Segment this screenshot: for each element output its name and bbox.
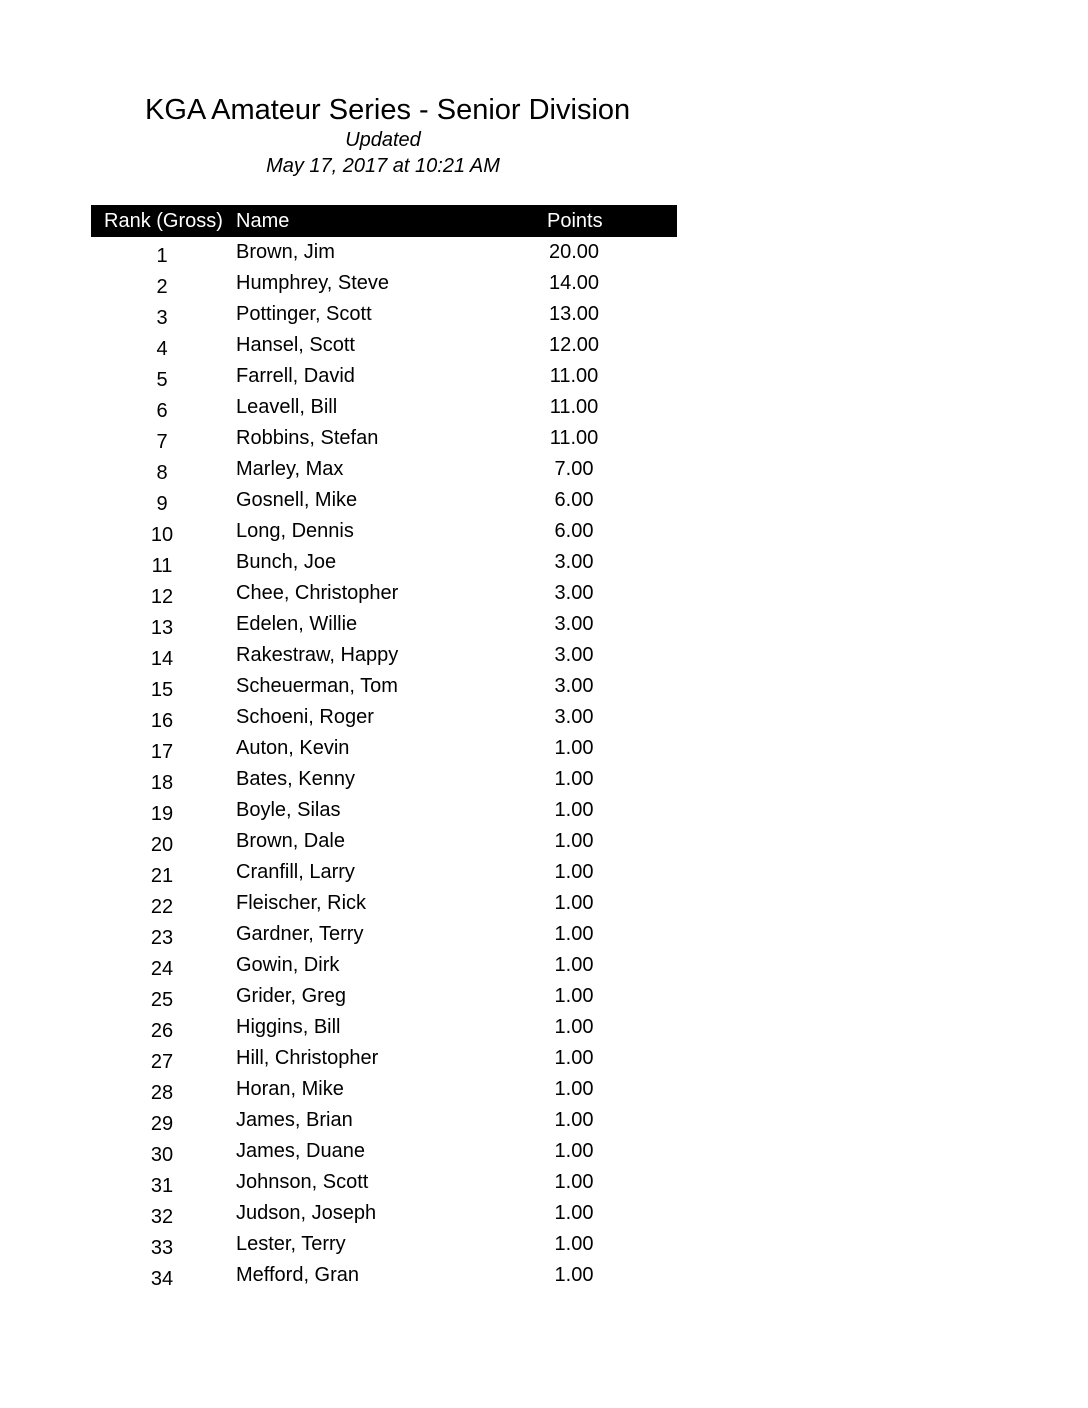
name-cell: Edelen, Willie (236, 613, 358, 635)
points-cell: 1.00 (554, 737, 594, 759)
table-row (91, 237, 677, 268)
rank-cell: 8 (156, 462, 168, 484)
name-cell: Schoeni, Roger (236, 706, 374, 728)
points-cell: 3.00 (554, 551, 594, 573)
rank-cell: 18 (150, 772, 174, 794)
points-cell: 1.00 (554, 830, 594, 852)
table-row (91, 919, 677, 950)
rank-cell: 34 (150, 1268, 174, 1290)
points-cell: 1.00 (554, 985, 594, 1007)
points-cell: 3.00 (554, 613, 594, 635)
points-cell: 1.00 (554, 1140, 594, 1162)
name-cell: Hill, Christopher (236, 1047, 379, 1069)
table-row (91, 361, 677, 392)
table-row (91, 1105, 677, 1136)
name-cell: Long, Dennis (236, 520, 354, 542)
rank-cell: 27 (150, 1051, 174, 1073)
table-row (91, 330, 677, 361)
rank-cell: 1 (156, 245, 168, 267)
name-cell: Bunch, Joe (236, 551, 337, 573)
points-cell: 3.00 (554, 706, 594, 728)
points-cell: 12.00 (548, 334, 600, 356)
rank-cell: 26 (150, 1020, 174, 1042)
rank-cell: 10 (150, 524, 174, 546)
points-cell: 1.00 (554, 1078, 594, 1100)
rank-cell: 5 (156, 369, 168, 391)
rank-cell: 15 (150, 679, 174, 701)
name-cell: Fleischer, Rick (236, 892, 367, 914)
points-cell: 1.00 (554, 892, 594, 914)
points-cell: 7.00 (554, 458, 594, 480)
table-row (91, 268, 677, 299)
name-cell: Chee, Christopher (236, 582, 399, 604)
rank-cell: 7 (156, 431, 168, 453)
rank-cell: 16 (150, 710, 174, 732)
name-cell: James, Brian (236, 1109, 353, 1131)
points-cell: 11.00 (549, 396, 599, 418)
table-row (91, 578, 677, 609)
table-row (91, 1198, 677, 1229)
table-row (91, 1074, 677, 1105)
table-row (91, 888, 677, 919)
table-row (91, 826, 677, 857)
rank-cell: 24 (150, 958, 174, 980)
rank-cell: 22 (150, 896, 174, 918)
rank-cell: 25 (150, 989, 174, 1011)
table-row (91, 640, 677, 671)
name-cell: Hansel, Scott (236, 334, 355, 356)
name-cell: Humphrey, Steve (236, 272, 390, 294)
points-cell: 1.00 (554, 1264, 594, 1286)
points-cell: 13.00 (548, 303, 600, 325)
name-cell: Grider, Greg (236, 985, 347, 1007)
table-header (91, 205, 677, 237)
table-row (91, 764, 677, 795)
rank-cell: 17 (150, 741, 174, 763)
table-row (91, 1012, 677, 1043)
name-cell: Scheuerman, Tom (236, 675, 398, 697)
name-cell: Robbins, Stefan (236, 427, 379, 449)
table-row (91, 950, 677, 981)
table-row (91, 485, 677, 516)
name-cell: Judson, Joseph (236, 1202, 377, 1224)
rank-cell: 28 (150, 1082, 174, 1104)
column-header-points: Points (547, 210, 603, 232)
table-row (91, 423, 677, 454)
table-row (91, 299, 677, 330)
name-cell: Johnson, Scott (236, 1171, 369, 1193)
table-row (91, 1043, 677, 1074)
points-cell: 1.00 (554, 1047, 594, 1069)
points-cell: 1.00 (554, 768, 594, 790)
points-cell: 1.00 (554, 923, 594, 945)
points-cell: 3.00 (554, 675, 594, 697)
rank-cell: 4 (156, 338, 168, 360)
points-cell: 6.00 (554, 520, 594, 542)
name-cell: Brown, Jim (236, 241, 335, 263)
table-row (91, 1229, 677, 1260)
table-row (91, 857, 677, 888)
table-row (91, 795, 677, 826)
table-row (91, 454, 677, 485)
table-row (91, 547, 677, 578)
column-header-name: Name (236, 210, 290, 232)
rank-cell: 11 (151, 555, 173, 577)
updated-date: May 17, 2017 at 10:21 AM (266, 155, 500, 177)
rank-cell: 3 (156, 307, 168, 329)
rank-cell: 14 (150, 648, 174, 670)
name-cell: Gardner, Terry (236, 923, 364, 945)
points-cell: 11.00 (549, 365, 599, 387)
rank-cell: 12 (150, 586, 174, 608)
rank-cell: 20 (150, 834, 174, 856)
standings-table-body (91, 237, 677, 1291)
rank-cell: 6 (156, 400, 168, 422)
points-cell: 1.00 (554, 1233, 594, 1255)
name-cell: Marley, Max (236, 458, 344, 480)
points-cell: 1.00 (554, 1016, 594, 1038)
page-title: KGA Amateur Series - Senior Division (145, 94, 631, 126)
name-cell: Farrell, David (236, 365, 355, 387)
points-cell: 3.00 (554, 644, 594, 666)
rank-cell: 21 (150, 865, 174, 887)
name-cell: Bates, Kenny (236, 768, 355, 790)
points-cell: 3.00 (554, 582, 594, 604)
points-cell: 1.00 (554, 1171, 594, 1193)
name-cell: Gosnell, Mike (236, 489, 358, 511)
name-cell: Higgins, Bill (236, 1016, 341, 1038)
table-row (91, 671, 677, 702)
points-cell: 11.00 (549, 427, 599, 449)
name-cell: Gowin, Dirk (236, 954, 340, 976)
name-cell: Brown, Dale (236, 830, 345, 852)
points-cell: 1.00 (554, 1109, 594, 1131)
name-cell: Lester, Terry (236, 1233, 346, 1255)
table-row (91, 733, 677, 764)
points-cell: 6.00 (554, 489, 594, 511)
points-cell: 1.00 (554, 954, 594, 976)
name-cell: Leavell, Bill (236, 396, 338, 418)
name-cell: Cranfill, Larry (236, 861, 355, 883)
name-cell: Mefford, Gran (236, 1264, 360, 1286)
name-cell: Auton, Kevin (236, 737, 350, 759)
rank-cell: 31 (150, 1175, 174, 1197)
rank-cell: 32 (150, 1206, 174, 1228)
rank-cell: 9 (156, 493, 168, 515)
points-cell: 1.00 (554, 1202, 594, 1224)
rank-cell: 23 (150, 927, 174, 949)
rank-cell: 13 (150, 617, 174, 639)
column-header-rank: Rank (Gross) (104, 210, 223, 232)
points-cell: 1.00 (554, 799, 594, 821)
name-cell: Pottinger, Scott (236, 303, 372, 325)
rank-cell: 19 (150, 803, 174, 825)
name-cell: James, Duane (236, 1140, 365, 1162)
table-row (91, 609, 677, 640)
name-cell: Boyle, Silas (236, 799, 341, 821)
table-row (91, 1260, 677, 1291)
name-cell: Rakestraw, Happy (236, 644, 399, 666)
rank-cell: 29 (150, 1113, 174, 1135)
table-row (91, 392, 677, 423)
points-cell: 14.00 (548, 272, 600, 294)
rank-cell: 2 (156, 276, 168, 298)
table-row (91, 1136, 677, 1167)
table-row (91, 1167, 677, 1198)
points-cell: 1.00 (554, 861, 594, 883)
rank-cell: 30 (150, 1144, 174, 1166)
table-row (91, 702, 677, 733)
points-cell: 20.00 (548, 241, 600, 263)
table-row (91, 516, 677, 547)
name-cell: Horan, Mike (236, 1078, 344, 1100)
updated-label: Updated (345, 129, 421, 151)
rank-cell: 33 (150, 1237, 174, 1259)
table-row (91, 981, 677, 1012)
